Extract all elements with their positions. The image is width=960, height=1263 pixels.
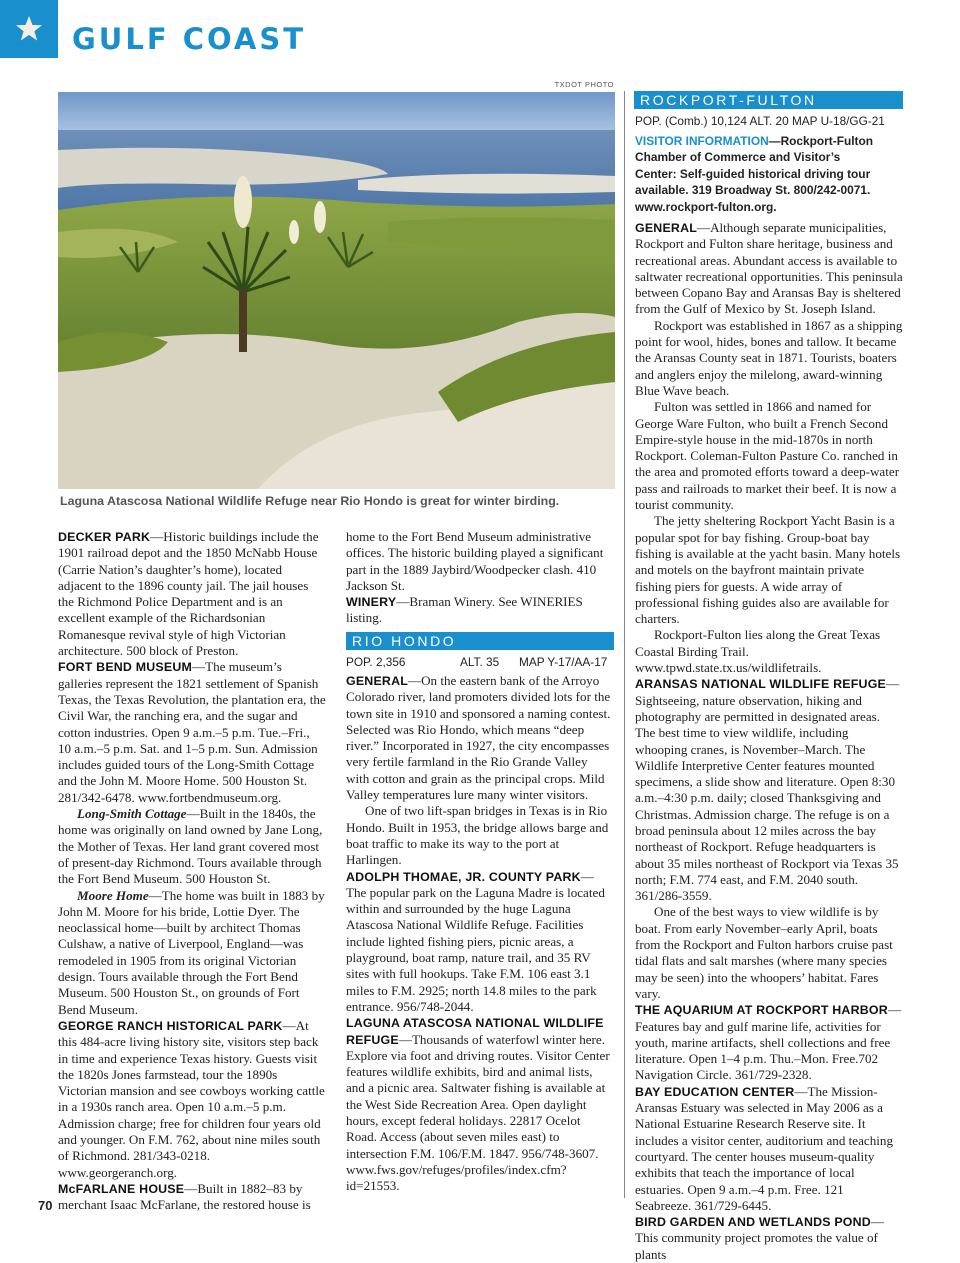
entry-subheading: Long-Smith Cottage (77, 806, 187, 822)
entry-body: —The museum’s galleries represent the 1821 settlement of Spanish Texas, the Texas Revolution, the plantation era, the Civil War, the ranching era, and the sugar and cotton industries. Open 9 a.m.–5 p.m. Tue.–Fri., 10 a.m.–5 p.m. Sat. and 1–5 p.m. Sun. Admission includes guided tours of the Long-Smith Cottage and the John M. Moore Home. 500 Houston St. 281/342-6478. www.fortbendmuseum.org. (58, 659, 326, 805)
entry-heading: ADOLPH THOMAE, JR. COUNTY PARK (346, 869, 581, 884)
entry-subheading: Moore Home (77, 887, 149, 903)
entry-body: —Built in the 1840s, the home was originally on land owned by Jane Long, the Mother of Texas. Her land grant covered most of present-day Richmond. Tours available through the Fort Bend Museum. 500 Houston St. (58, 806, 323, 887)
entry-body: —Built in 1882–83 by merchant Isaac McFarlane, the restored house is (58, 1180, 311, 1213)
entry-body: —This community project promotes the value of plants (635, 1214, 885, 1262)
entry-general (346, 673, 614, 803)
entry-heading: ARANSAS NATIONAL WILDLIFE REFUGE (635, 677, 886, 692)
column-2 (346, 529, 614, 627)
entry-aransas-refuge (635, 676, 903, 904)
entry-body: —The popular park on the Laguna Madre is located within and surrounded by the huge Laguna Atascosa National Wildlife Refuge. Facilities include lighted fishing piers, picnic areas, a playground, boat ramp, nature trail, and 35 RV sites with full hookups. Take F.M. 106 east 3.1 miles to F.M. 2925; north 14.8 miles to the park entrance. 956/748-2044. (346, 868, 605, 1014)
entry-body: —Features bay and gulf marine life, activities for youth, marine artifacts, shell collections and free literature. Open 1–4 p.m. Thu.–Mon. Free.702 Navigation Circle. 361/729-2328. (635, 1002, 901, 1083)
column-3 (635, 220, 903, 1263)
entry-body: —On the eastern bank of the Arroyo Colorado river, land promoters divided lots for the town site in 1910 and sponsored a naming contest. Selected was Rio Hondo, which means “deep river.” Incorporated in 1927, the city encompasses very fertile farmland in the Rio Grande Valley with cotton and grain as the principal crops. Mild Valley temperatures lure many winter visitors. (346, 673, 611, 803)
entry-heading: LAGUNA ATASCOSA NATIONAL WILDLIFE REFUGE (346, 1016, 604, 1047)
entry-body: —Thousands of waterfowl winter here. Explore via foot and driving routes. Visitor Center features wildlife exhibits, bird and animal lists, and a picnic area. Saltwater fishing is available at the West Side Recreation Area. Open daylight hours, except federal holidays. 22817 Ocelot Road. Access (about seven miles east) to intersection F.M. 106/F.M. 1847. 956/748-3607. www.fws.gov/refuges/profiles/index.cfm?id=21553. (346, 1031, 610, 1194)
photo-credit: TXDOT PHOTO (554, 80, 614, 89)
entry-body: —Historic buildings include the 1901 railroad depot and the 1850 McNabb House (Carrie Nation’s daughter’s home), located adjacent to the 1896 county jail. The jail houses the Richmond Police Department and is an excellent example of the Richardsonian Romanesque revival style of high Victorian architecture. 500 block of Preston. (58, 529, 319, 659)
visitor-label: VISITOR INFORMATION (635, 134, 769, 148)
rockport-stats: POP. (Comb.) 10,124 ALT. 20 MAP U-18/GG-21 (635, 114, 885, 128)
visitor-information (635, 133, 885, 215)
entry-body: —Sightseeing, nature observation, hiking and photography are permitted in designated areas. The best time to view wildlife, including whooping cranes, is November–March. The Wildlife Interpretive Center features mounted specimens, a slide show and literature. Open 8:30 a.m.–4:30 p.m. daily; closed Thanksgiving and Christmas. Admission charge. The refuge is on a broad peninsula about 12 miles across the bay northeast of Rockport. Refuge headquarters is about 35 miles northeast of Rockport via Texas 35 north; F.M. 774 east, and F.M. 2040 south. 361/286-3559. (635, 676, 900, 904)
rio-hondo-body (346, 673, 614, 1195)
entry-decker-park (58, 529, 326, 659)
section-title: GULF COAST (72, 22, 307, 56)
entry-boat-tours: One of the best ways to view wildlife is by boat. From early November–early April, boats from the Rockport and Fulton harbors cruise past tidal flats and salt marshes (where many species may be seen) into the whoopers’ habitat. Fares vary. (635, 904, 893, 1001)
photo-caption: Laguna Atascosa National Wildlife Refuge near Rio Hondo is great for winter birding. (60, 494, 560, 508)
entry-heading: GENERAL (346, 674, 408, 688)
entry-winery (346, 594, 614, 627)
entry-birding-trail: Rockport-Fulton lies along the Great Texas Coastal Birding Trail. www.tpwd.state.tx.us/wildlifetrails. (635, 627, 881, 676)
entry-heading: BAY EDUCATION CENTER (635, 1084, 795, 1099)
visitor-body: : Self-guided historical driving tour available. 319 Broadway St. 800/242-0071. www.rockport-fulton.org. (635, 166, 871, 214)
entry-heading: WINERY (346, 595, 397, 610)
column-divider (624, 91, 625, 1198)
star-box (0, 0, 58, 58)
entry-body: —Although separate municipalities, Rockport and Fulton share heritage, business and recreational areas. Abundant access is available to saltwater recreational opportunities. This peninsula between Copano Bay and Aransas Bay is sheltered from the Gulf of Mexico by St. Joseph Island. (635, 220, 903, 317)
city-header-rio-hondo: RIO HONDO (346, 632, 614, 650)
entry-heading: BIRD GARDEN AND WETLANDS POND (635, 1215, 871, 1230)
entry-long-smith-cottage (58, 806, 326, 887)
star-icon (14, 14, 44, 44)
population: POP. 2,356 (346, 655, 406, 669)
entry-heading: THE AQUARIUM AT ROCKPORT HARBOR (635, 1003, 888, 1018)
entry-aquarium (635, 1002, 903, 1083)
entry-george-ranch (58, 1018, 326, 1181)
city-header-rockport-fulton: ROCKPORT-FULTON (634, 91, 903, 109)
entry-heading: McFARLANE HOUSE (58, 1181, 185, 1196)
entry-mcfarlane-house-cont: home to the Fort Bend Museum administrative offices. The historic building played a significant part in the 1889 Jaybird/Woodpecker clash. 410 Jackson St. (346, 529, 604, 593)
entry-body: —The Mission-Aransas Estuary was selected in May 2006 as a National Estuarine Research Reserve site. It includes a visitor center, auditorium and teaching courtyard. The center houses museum-quality exhibits that teach the importance of local estuaries. Open 9 a.m.–4 p.m. Free. 121 Seabreeze. 361/729-6445. (635, 1083, 893, 1213)
entry-lift-bridge: One of two lift-span bridges in Texas is in Rio Hondo. Built in 1953, the bridge allows barge and boat traffic to make its way to the port at Harlingen. (346, 803, 609, 868)
entry-bird-garden (635, 1214, 903, 1263)
entry-fort-bend-museum (58, 659, 326, 806)
entry-adolph-thomae-park (346, 869, 614, 1016)
altitude: ALT. 35 (460, 655, 500, 669)
entry-rockport-history: Rockport was established in 1867 as a shipping point for wool, hides, bones and tallow. It became the Aransas County seat in 1871. Tourists, boaters and anglers enjoy the milelong, award-winning Blue Wave beach. (635, 317, 903, 398)
entry-mcfarlane-house (58, 1181, 326, 1214)
entry-fulton-history: Fulton was settled in 1866 and named for George Ware Fulton, who built a French Second Empire-style house in the mid-1870s in north Rockport. Coleman-Fulton Pasture Co. ranched in the area and promoted efforts toward a deep-water pass and railroads to market their beef. It is now a tourist community. (635, 399, 900, 513)
entry-body: —Braman Winery. See WINERIES listing. (346, 594, 583, 626)
visitor-name: —Rockport-Fulton Chamber of Commerce and Visitor’s Center (635, 134, 874, 181)
entry-laguna-atascosa (346, 1015, 614, 1194)
page-number: 70 (38, 1198, 53, 1213)
entry-general (635, 220, 903, 318)
entry-heading: DECKER PARK (58, 530, 151, 544)
entry-body: —At this 484-acre living history site, visitors step back in time and experience Texas history. Guests visit the 1820s Jones farmstead, tour the 1890s Victorian mansion and see cowboys working cattle in a 1930s ranch area. Open 10 a.m.–5 p.m. Admission charge; free for children four years old and younger. On F.M. 762, about nine miles south of Richmond. 281/343-0218. www.georgeranch.org. (58, 1017, 325, 1180)
map-reference: MAP Y-17/AA-17 (519, 655, 608, 669)
refuge-photo (58, 92, 615, 489)
entry-yacht-basin: The jetty sheltering Rockport Yacht Basin is a popular spot for bay fishing. Group-boat bay fishing is available at the yacht basin. Many hotels and motels on the bayfront maintain private fishing piers for guests. A wide array of professional fishing guides also are available for charters. (635, 513, 901, 627)
entry-heading: GENERAL (635, 221, 697, 235)
entry-heading: GEORGE RANCH HISTORICAL PARK (58, 1018, 283, 1033)
entry-heading: FORT BEND MUSEUM (58, 660, 192, 675)
entry-body: —The home was built in 1883 by John M. Moore for his bride, Lottie Dyer. The neoclassical home—built by architect Thomas Culshaw, a native of Liverpool, England—was remodeled in 1905 from its original Victorian design. Tours available through the Fort Bend Museum. 500 Houston St., on grounds of Fort Bend Museum. (58, 887, 325, 1017)
entry-moore-home (58, 888, 326, 1018)
column-1 (58, 529, 326, 1213)
entry-bay-education-center (635, 1084, 903, 1214)
